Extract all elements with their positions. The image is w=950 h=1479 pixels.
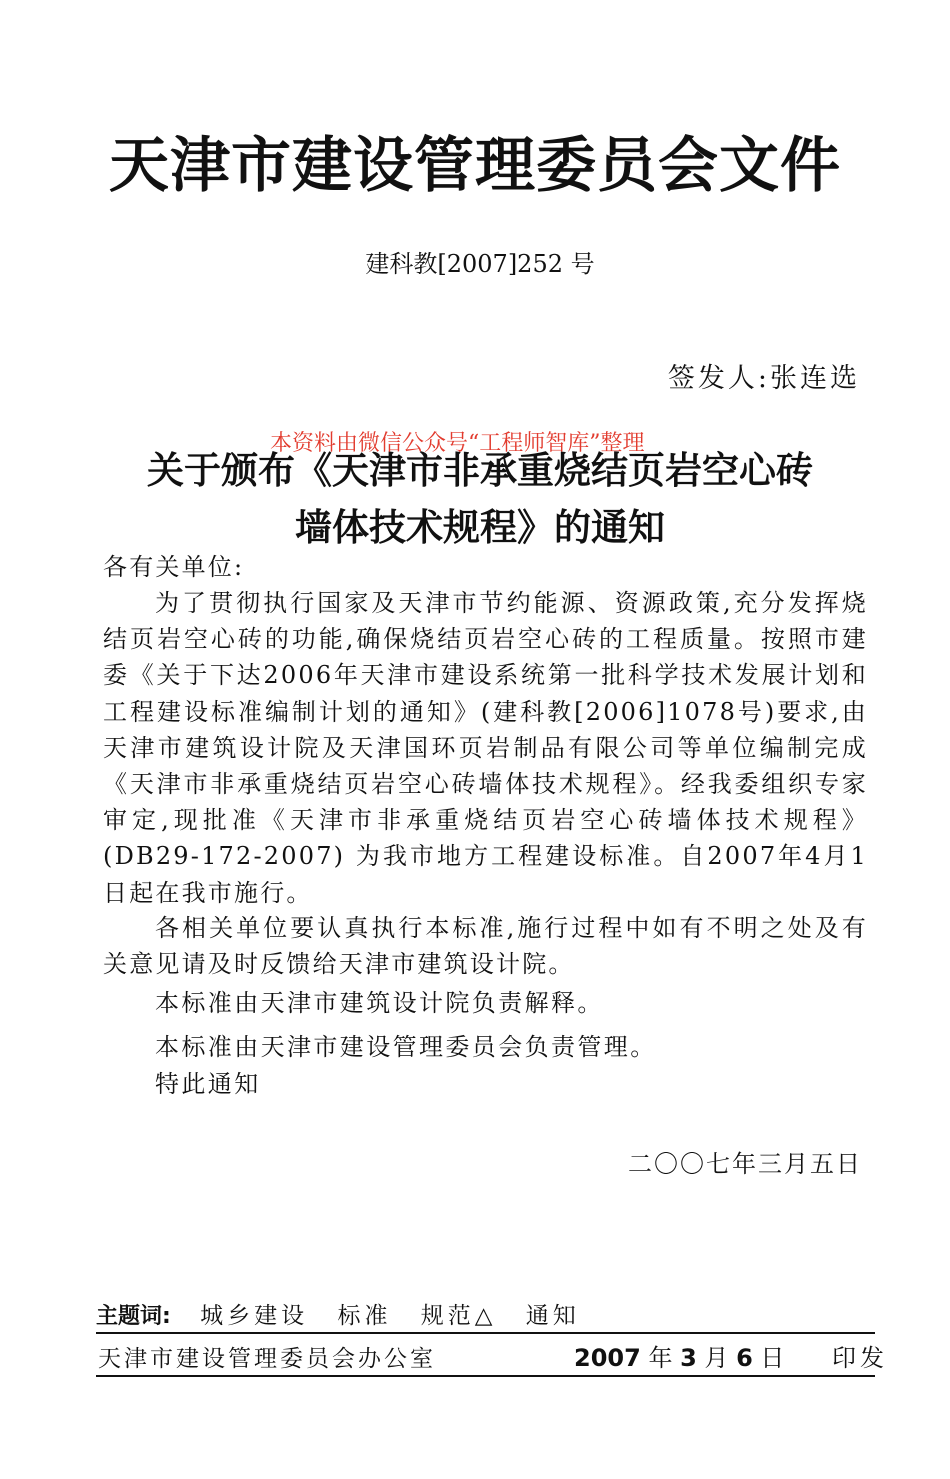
management-line: 本标准由天津市建设管理委员会负责管理。 xyxy=(155,1033,657,1061)
keywords-row xyxy=(96,1297,580,1330)
keywords-label: 主题词: xyxy=(96,1304,171,1329)
print-date xyxy=(574,1338,888,1373)
interpretation-line: 本标准由天津市建筑设计院负责解释。 xyxy=(155,989,604,1017)
print-year: 2007 xyxy=(574,1344,641,1372)
print-day: 6 xyxy=(736,1344,753,1372)
issuing-office: 天津市建设管理委员会办公室 xyxy=(98,1346,436,1372)
keyword: 城乡建设 xyxy=(200,1303,309,1329)
print-day-unit: 日 xyxy=(760,1344,785,1372)
watermark: 本资料由微信公众号“工程师智库”整理 xyxy=(270,431,645,456)
paragraph-1: 为了贯彻执行国家及天津市节约能源、资源政策,充分发挥烧结页岩空心砖的功能,确保烧结页岩空心砖的工程质量。按照市建委《关于下达2006年天津市建设系统第一批科学技术发展计划和工程建设标准编制计划的通知》(建科教[2006]1078号)要求,由天津市建筑设计院及天津国环页岩制品有限公司等单位编制完成《天津市非承重烧结页岩空心砖墙体技术规程》。经我委组织专家审定,现批准《天津市非承重烧结页岩空心砖墙体技术规程》(DB29-172-2007) 为我市地方工程建设标准。自2007年4月1日起在我市施行。 xyxy=(103,589,868,907)
print-label: 印发 xyxy=(832,1344,889,1372)
print-month: 3 xyxy=(680,1344,697,1372)
print-year-unit: 年 xyxy=(648,1344,673,1372)
paragraph-2: 各相关单位要认真执行本标准,施行过程中如有不明之处及有关意见请及时反馈给天津市建筑设计院。 xyxy=(103,914,868,979)
footer-divider-bottom xyxy=(96,1375,875,1377)
notice-title-line-2: 墙体技术规程》的通知 xyxy=(295,506,665,549)
signer: 签发人:张连选 xyxy=(667,363,860,394)
salutation: 各有关单位: xyxy=(103,553,245,581)
issue-date: 二〇〇七年三月五日 xyxy=(628,1150,862,1178)
keyword: 规范△ xyxy=(420,1303,497,1329)
document-number: 建科教[2007]252 号 xyxy=(365,250,595,278)
document-header-title: 天津市建设管理委员会文件 xyxy=(109,131,841,201)
closing-line: 特此通知 xyxy=(155,1070,261,1098)
notice-title-line-1: 关于颁布《天津市非承重烧结页岩空心砖 xyxy=(147,449,813,492)
keyword: 通知 xyxy=(525,1303,580,1329)
print-month-unit: 月 xyxy=(704,1344,729,1372)
footer-divider-top xyxy=(96,1332,875,1334)
keyword: 标准 xyxy=(337,1303,392,1329)
